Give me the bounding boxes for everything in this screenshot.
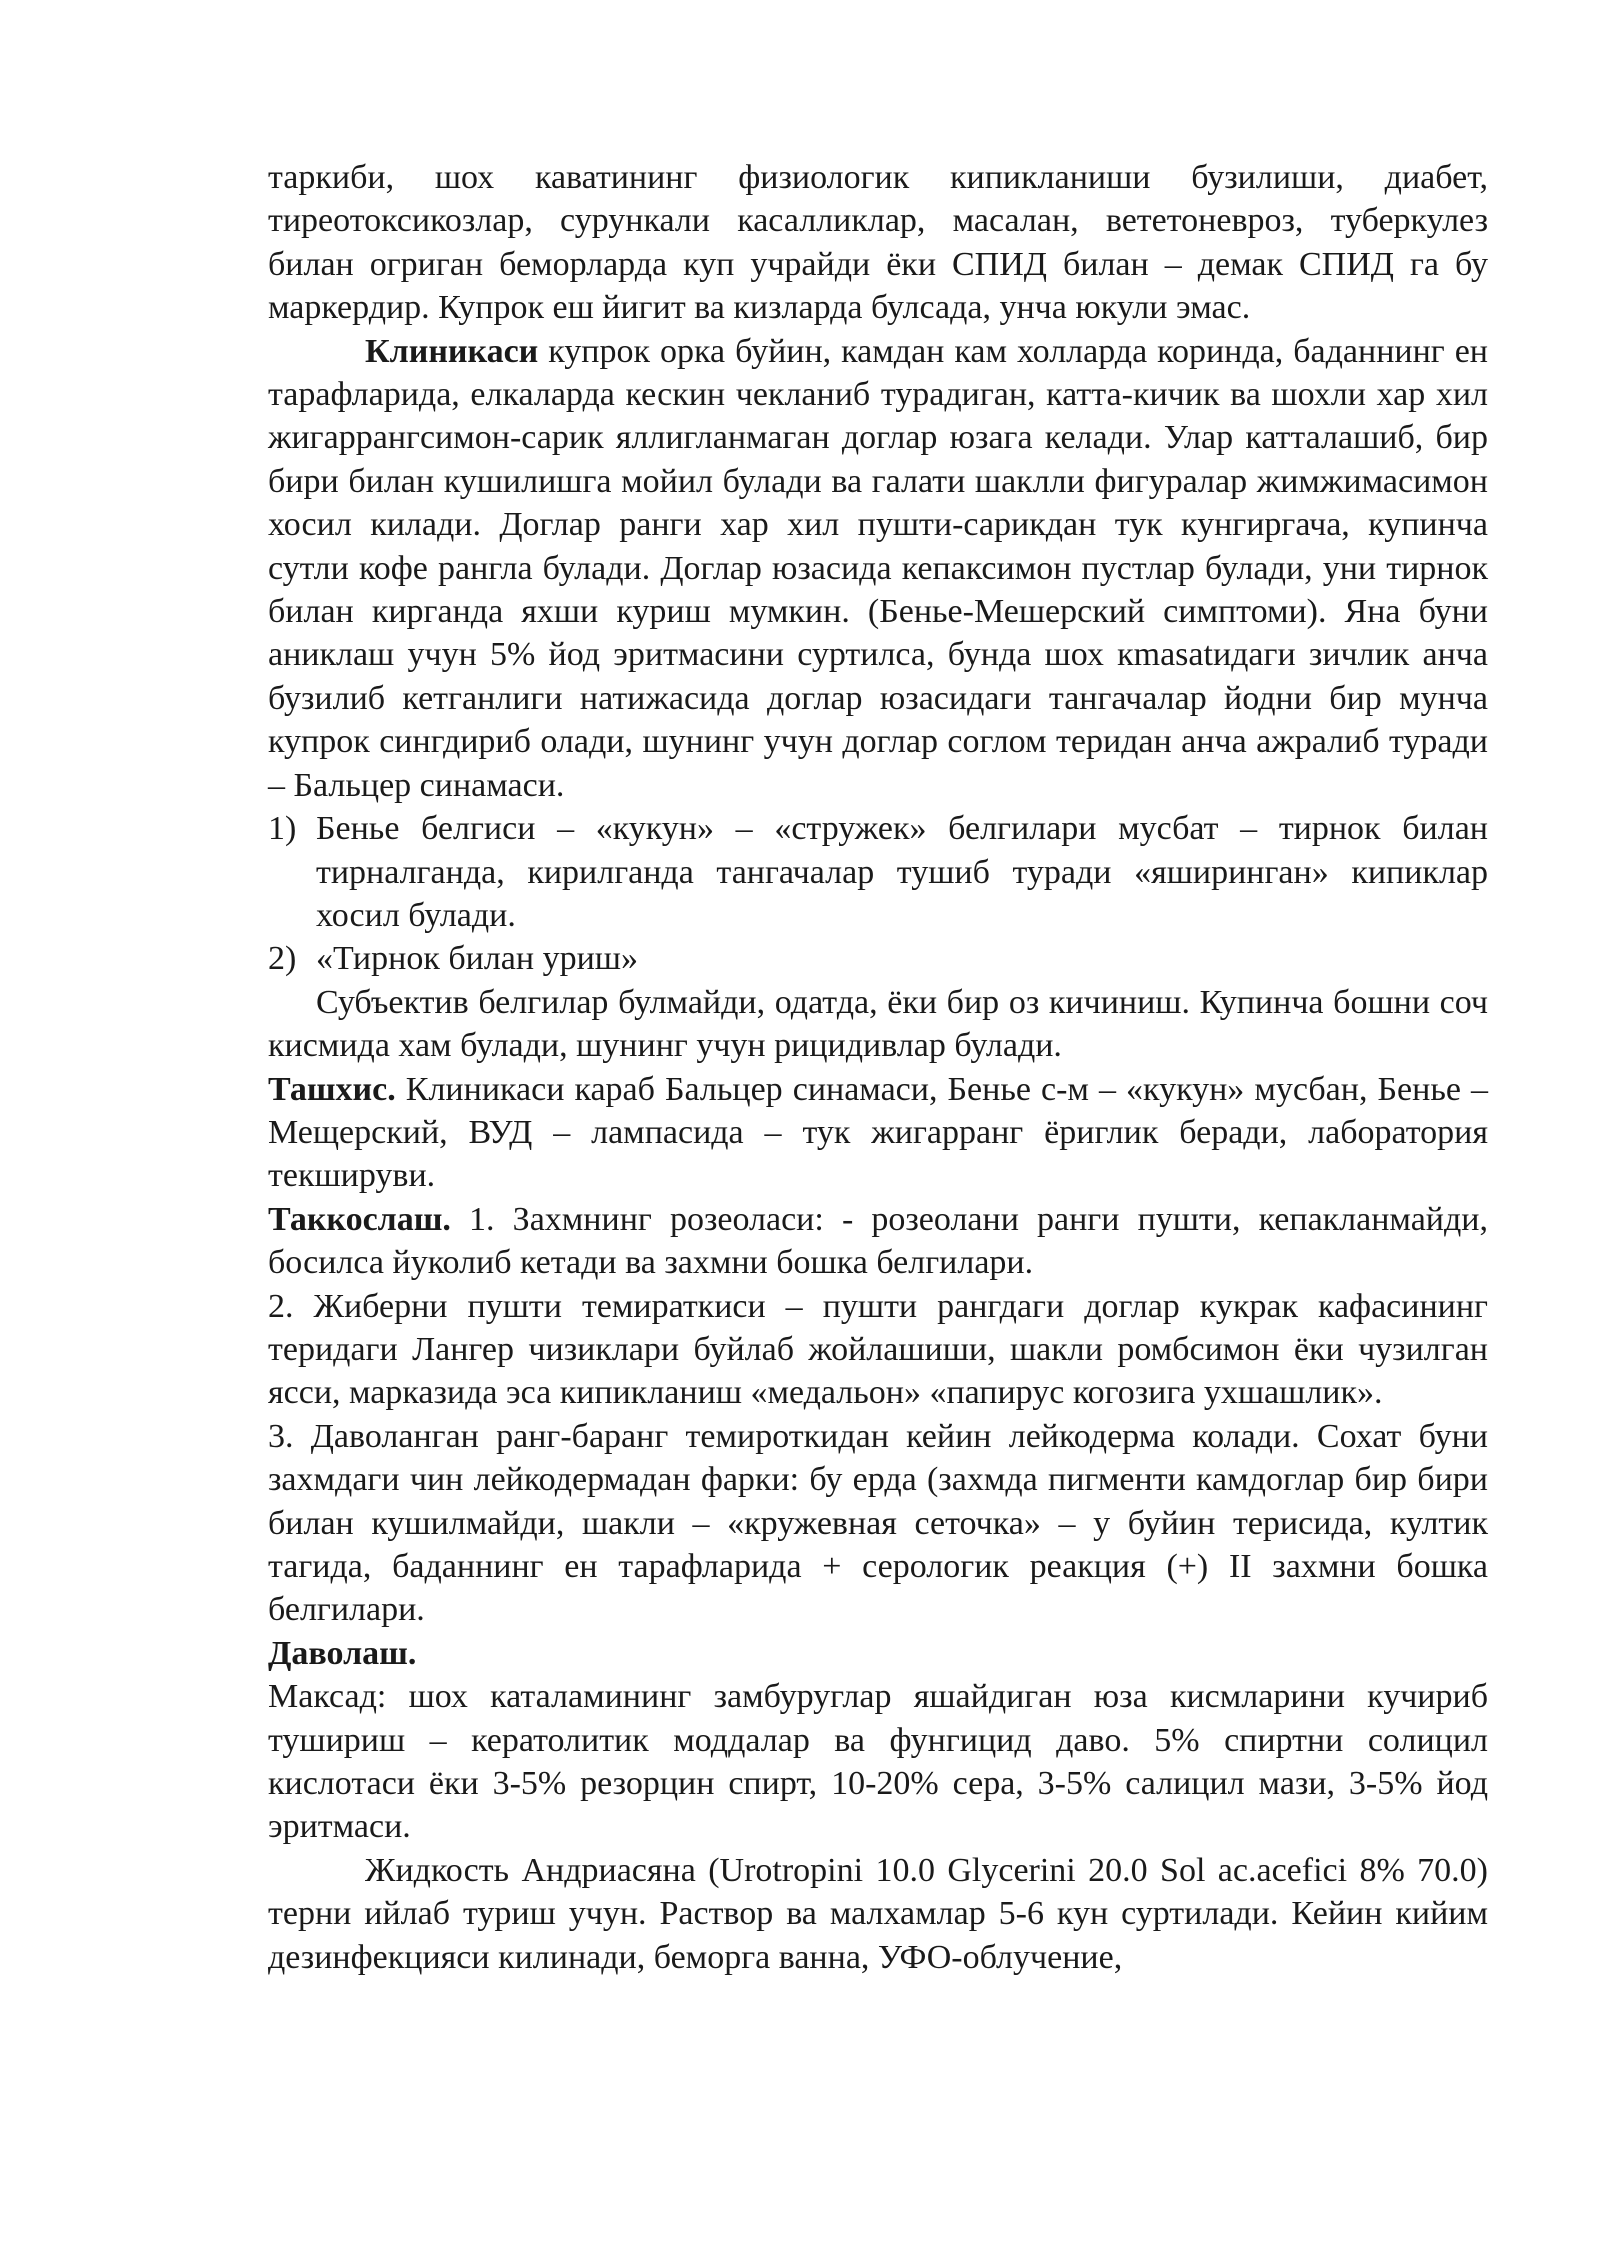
document-page xyxy=(268,156,1488,1979)
paragraph-differential-3: 3. Даволанган ранг-баранг темироткидан кейин лейкодерма колади. Сохат буни захмдаги чин лейкодермадан фарки: бу ерда (захмда пигменти камдоглар бир бири билан кушилмайди, шакли – «кружевная сеточка» – у буйин терисида, култик тагида, баданнинг ен тарафларида + серологик реакция (+) II захмни бошка белгилари. xyxy=(268,1417,1488,1629)
paragraph-diagnosis xyxy=(268,1068,1488,1198)
paragraph-differential xyxy=(268,1198,1488,1285)
diagnosis-heading: Ташхис. xyxy=(268,1070,396,1108)
list-item xyxy=(268,807,1488,937)
differential-text: 1. Захмнинг розеоласи: - розеолани ранги пушти, кепакланмайди, босилса йуколиб кетади ва захмни бошка белгилари. xyxy=(268,1200,1488,1282)
clinic-heading: Клиникаси xyxy=(365,332,539,370)
paragraph-subjective: Субъектив белгилар булмайди, одатда, ёки бир оз кичиниш. Купинча бошни соч кисмида хам булади, шунинг учун рицидивлар булади. xyxy=(268,983,1488,1065)
list-number: 2) xyxy=(268,940,297,978)
list-text: Бенье белгиси – «кукун» – «стружек» белгилари мусбат – тирнок билан тирналганда, кирилганда тангачалар тушиб туради «яширинган» кипиклар хосил булади. xyxy=(316,810,1488,934)
paragraph-treatment: Максад: шох каталамининг замбуруглар яшайдиган юза кисмларини кучириб тушириш – кератолитик моддалар ва фунгицид даво. 5% спиртни солицил кислотаси ёки 3-5% резорцин спирт, 10-20% сера, 3-5% салицил мази, 3-5% йод эритмаси. xyxy=(268,1678,1488,1846)
clinic-text: купрок орка буйин, камдан кам холларда коринда, баданнинг ен тарафларида, елкаларда кескин чекланиб турадиган, катта-кичик ва шохли хар хил жигаррангсимон-сарик яллигланмаган доглар юзага келади. Улар катталашиб, бир бири билан кушилишга мойил булади ва галати шаклли фигуралар жимжимасимон хосил килади. Доглар ранги хар хил пушти-сарикдан тук кунгиргача, купинча сутли кофе рангла булади. Доглар юзасида кепаксимон пустлар булади, уни тирнок билан кирганда яхши куриш мумкин. (Бенье-Мешерский симптоми). Яна буни аниклаш учун 5% йод эритмасини суртилса, бунда шох кmasatидаги зичлик анча бузилиб кетганлиги натижасида доглар юзасидаги тангачалар йодни бир мунча купрок сингдириб олади, шунинг учун доглар соглом теридан анча ажралиб туради – Бальцер синамаси. xyxy=(268,332,1488,804)
differential-heading: Таккослаш. xyxy=(268,1200,451,1238)
paragraph-clinic xyxy=(268,330,1488,807)
paragraph-last: Жидкость Андриасяна (Urotropini 10.0 Glycerini 20.0 Sol ac.acefici 8% 70.0) терни ийлаб туриш учун. Раствор ва малхамлар 5-6 кун суртилади. Кейин кийим дезинфекцияси килинади, беморга ванна, УФО-облучение, xyxy=(268,1851,1488,1976)
diagnosis-text: Клиникаси караб Бальцер синамаси, Бенье с-м – «кукун» мусбан, Бенье – Мещерский, ВУД – лампасида – тук жигарранг ёриглик беради, лаборатория текшируви. xyxy=(268,1070,1488,1195)
paragraph-differential-2: 2. Жиберни пушти темираткиси – пушти рангдаги доглар кукрак кафасининг теридаги Лангер чизиклари буйлаб жойлашиши, шакли ромбсимон ёки чузилган ясси, марказида эса кипикланиш «медальон» «папирус когозига ухшашлик». xyxy=(268,1287,1488,1412)
list-item xyxy=(268,937,1488,980)
paragraph-intro: таркиби, шох каватининг физиологик кипикланиши бузилиши, диабет, тиреотоксикозлар, сурункали касалликлар, масалан, вететоневроз, туберкулез билан огриган беморларда куп учрайди ёки СПИД билан – демак СПИД га бу маркердир. Купрок еш йигит ва кизларда булсада, унча юкули эмас. xyxy=(268,159,1488,327)
list-text: «Тирнок билан уриш» xyxy=(316,940,638,978)
list-number: 1) xyxy=(268,810,297,848)
treatment-heading: Даволаш. xyxy=(268,1634,417,1672)
